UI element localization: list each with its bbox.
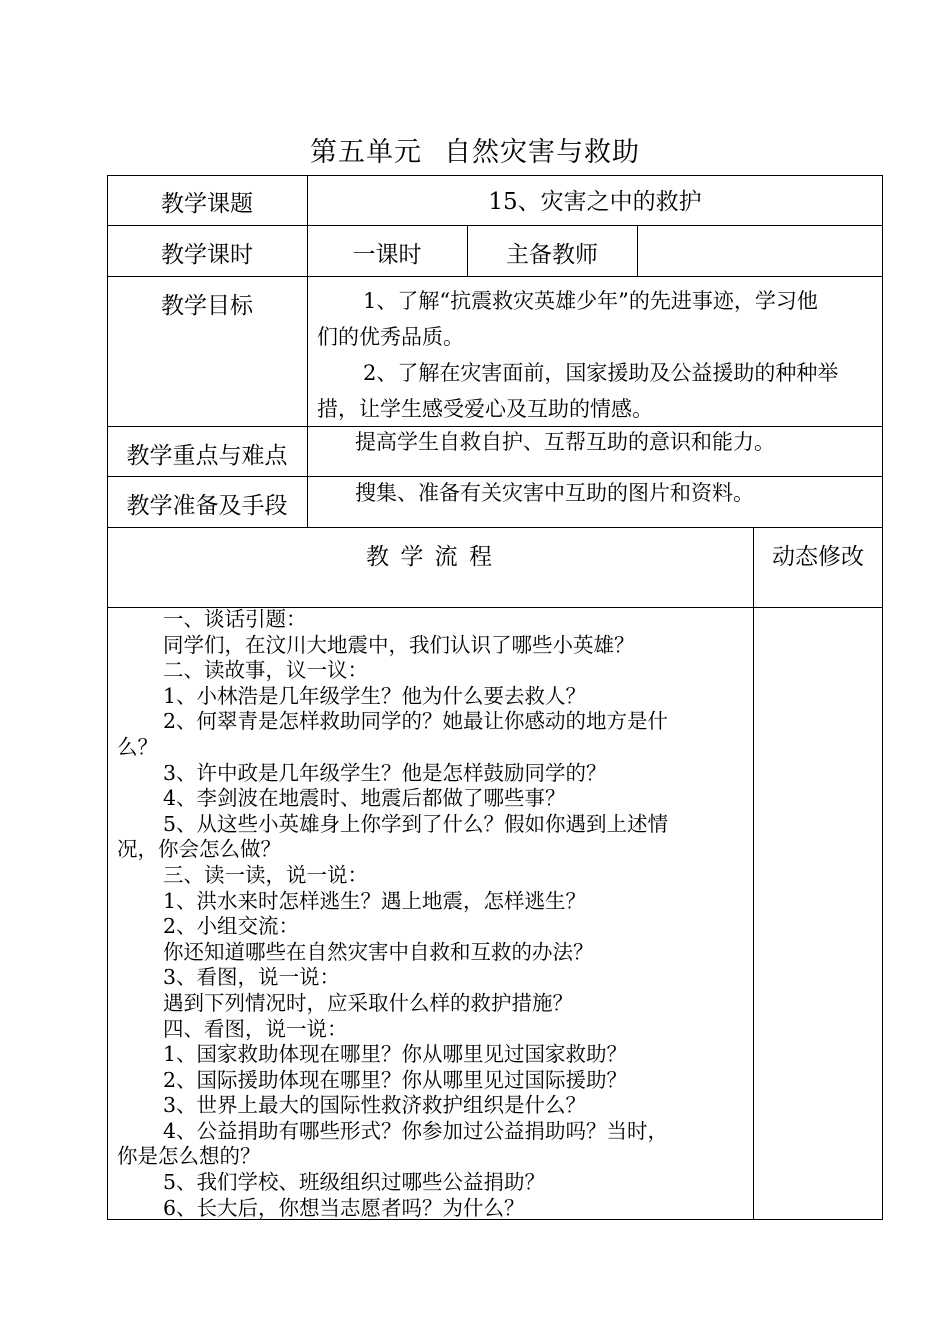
flow-line: 4、李剑波在地震时、地震后都做了哪些事？ (163, 786, 566, 811)
hours-value: 一课时 (352, 242, 422, 268)
preparation-label: 教学准备及手段 (126, 493, 288, 519)
teacher-label: 主备教师 (506, 242, 598, 268)
flow-line: 2、国际援助体现在哪里？你从哪里见过国际援助？ (163, 1067, 628, 1092)
lesson-table (107, 175, 883, 1220)
unit-topic: 自然灾害与救助 (444, 137, 640, 168)
col-divider (637, 225, 638, 276)
teaching-flow (117, 607, 747, 1221)
flow-line: 5、从这些小英雄身上你学到了什么？假如你遇到上述情 (163, 811, 669, 836)
flow-line: 2、小组交流： (163, 914, 300, 939)
goal-text (317, 283, 879, 427)
topic-label: 教学课题 (161, 191, 253, 217)
row-divider (107, 225, 883, 226)
hours-label: 教学课时 (161, 242, 253, 268)
flow-line: 4、公益捐助有哪些形式？你参加过公益捐助吗？当时， (163, 1118, 669, 1143)
flow-line: 四、看图，说一说： (163, 1016, 348, 1041)
flow-line: 1、小林浩是几年级学生？他为什么要去救人？ (163, 683, 587, 708)
flow-line: 你还知道哪些在自然灾害中自救和互救的办法？ (163, 939, 594, 964)
table-border-left (107, 175, 108, 1220)
flow-line: 5、我们学校、班级组织过哪些公益捐助？ (163, 1170, 546, 1195)
flow-line: 况，你会怎么做？ (117, 837, 281, 862)
page-title (0, 130, 950, 169)
flow-line: 三、读一读，说一说： (163, 862, 368, 887)
flow-line: 3、许中政是几年级学生？他是怎样鼓励同学的？ (163, 760, 607, 785)
flow-line: 1、国家救助体现在哪里？你从哪里见过国家救助？ (163, 1042, 628, 1067)
goal-line: 们的优秀品质。 (317, 325, 464, 349)
flow-line: 3、世界上最大的国际性救济救护组织是什么？ (163, 1093, 587, 1118)
key-points-value: 提高学生自救自护、互帮互助的意识和能力。 (355, 430, 775, 454)
flow-header: 教 学 流 程 (366, 544, 494, 570)
goal-line: 1、了解“抗震救灾英雄少年”的先进事迹，学习他 (363, 289, 818, 313)
table-border-right (882, 175, 883, 1220)
flow-line: 同学们，在汶川大地震中，我们认识了哪些小英雄？ (163, 632, 635, 657)
key-points-label: 教学重点与难点 (126, 443, 288, 469)
flow-line: 6、长大后，你想当志愿者吗？为什么？ (163, 1195, 525, 1220)
flow-line: 一、谈话引题： (163, 607, 307, 631)
unit-label: 第五单元 (310, 137, 422, 168)
col-divider (753, 527, 754, 1220)
revision-header: 动态修改 (772, 544, 864, 570)
goal-line: 2、了解在灾害面前，国家援助及公益援助的种种举 (363, 361, 839, 385)
preparation-value: 搜集、准备有关灾害中互助的图片和资料。 (355, 481, 754, 505)
goal-label: 教学目标 (161, 293, 253, 319)
topic-value: 15、灾害之中的救护 (488, 189, 702, 215)
flow-line: 么？ (117, 734, 158, 759)
col-divider (307, 175, 308, 527)
row-divider (107, 276, 883, 277)
flow-line: 1、洪水来时怎样逃生？遇上地震，怎样逃生？ (163, 888, 587, 913)
flow-line: 3、看图，说一说： (163, 965, 341, 990)
flow-line: 你是怎么想的？ (117, 1144, 261, 1169)
table-border-top (107, 175, 883, 176)
flow-line: 2、何翠青是怎样救助同学的？她最让你感动的地方是什 (163, 709, 669, 734)
row-divider (107, 527, 883, 528)
flow-line: 遇到下列情况时，应采取什么样的救护措施？ (163, 990, 573, 1015)
flow-line: 二、读故事，议一议： (163, 658, 368, 683)
goal-line: 措，让学生感受爱心及互助的情感。 (317, 397, 653, 421)
